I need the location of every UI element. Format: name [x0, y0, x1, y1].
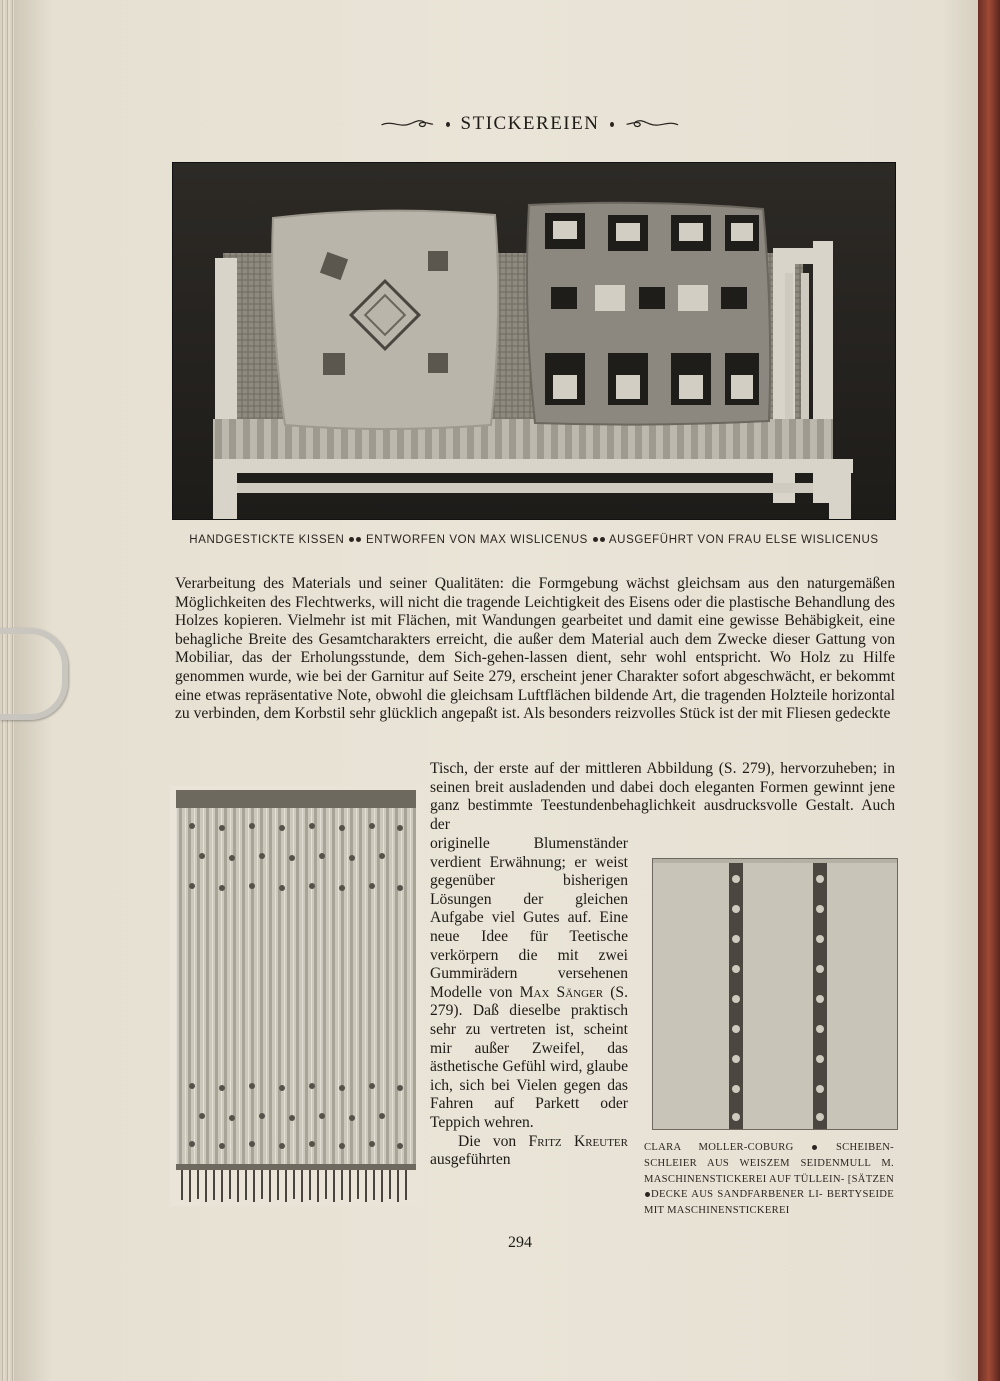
caption-line-6: DECKE AUS SANDFARBENER LI- — [651, 1189, 823, 1201]
flourish-left-ornament — [380, 115, 435, 133]
paragraph-middle: Tisch, der erste auf der mittleren Abbildung (S. 279), hervorzuheben; in seinen breit ausladenden und dabei doch eleganten Formen gewinnt jene ganz bestimmte Teestundenbehaglichkeit ausdrucksvolle Gestalt. Auch der — [430, 760, 895, 833]
name-fritz-kreuter: Fritz Kreuter — [528, 1132, 628, 1150]
flourish-right-ornament — [625, 115, 680, 133]
caption-cushions — [172, 534, 896, 546]
header-dot-icon — [446, 122, 450, 127]
caption-line-1: CLARA MOLLER-COBURG — [644, 1142, 794, 1153]
header-dot-icon — [610, 122, 614, 127]
narrow-text-column — [430, 835, 628, 1170]
column-text-c: Die von — [458, 1132, 517, 1150]
cloth-illustration — [653, 859, 897, 1129]
page-title: STICKEREIEN — [460, 113, 600, 134]
paper-clip — [0, 628, 68, 720]
separator-dot-icon — [600, 537, 605, 542]
book-binding-edge — [978, 0, 1000, 1381]
photo-fringed-curtain — [170, 786, 422, 1206]
caption-part-2: ENTWORFEN VON MAX WISLICENUS — [366, 534, 588, 546]
paragraph-full-width: Verarbeitung des Materials und seiner Qualitäten: die Formgebung wächst gleichsam aus den naturgemäßen Möglichkeiten des Flechtwerks, will nicht die tragende Leichtigkeit des Eisens oder die plastische Behandlung des Holzes kopieren. Vielmehr ist mit Flächen, mit Wandungen gearbeitet und damit eine gewisse Behäbigkeit, eine behagliche Breite des Gesamtcharakters erreicht, die außer dem Material auch dem Zwecke dieser Gattung von Mobiliar, das der Erholungsstunde, dem Sich-gehen-lassen dient, sehr wohl entspricht. Wo Holz zu Hilfe genommen wurde, wie bei der Garnitur auf Seite 279, erscheint jener Charakter sofort abgeschwächt, er bekommt eine etwas repräsentative Note, obwohl die gleichsam Luftflächen bildende Art, die tragenden Holzteile horizontal zu verbinden, dem Korbstil sehr glücklich angepaßt ist. Als besonders reizvolles Stück ist der mit Fliesen gedeckte — [175, 575, 895, 723]
caption-line-7: BERTYSEIDE MIT MASCHINENSTICKEREI — [644, 1189, 895, 1217]
caption-line-4: M. MASCHINENSTICKEREI AUF TÜLLEIN- — [644, 1157, 894, 1185]
name-max-sanger: Max Sänger — [519, 983, 604, 1001]
curtain-illustration — [170, 786, 422, 1206]
caption-line-2: SCHEIBEN- — [835, 1142, 894, 1153]
caption-line-5: [SÄTZEN — [847, 1173, 895, 1185]
photo-embroidered-cloth — [652, 858, 898, 1130]
cushions-illustration — [173, 163, 895, 519]
separator-dot-icon — [812, 1145, 817, 1150]
column-text-b: (S. 279). Daß dieselbe praktisch sehr zu vertreten ist, scheint mir außer Zweifel, das ästhetische Gefühl wird, glaube ich, sich bei Vielen gegen das Fahren auf Parkett oder Teppich wehren. — [430, 983, 628, 1131]
caption-part-3: AUSGEFÜHRT VON FRAU ELSE WISLICENUS — [608, 534, 879, 546]
column-text-a: originelle Blumenständer verdient Erwähnung; er weist gegenüber bisherigen Lösungen der gleichen Aufgabe viel Gutes auf. Eine neue Idee für Teetische verkörpern die mit zwei Gummirädern versehenen Modelle von — [430, 835, 628, 1001]
caption-clara-moller — [644, 1140, 894, 1219]
page-number: 294 — [508, 1234, 532, 1251]
column-text-d: ausgeführten — [430, 1151, 511, 1169]
separator-dot-icon — [645, 1192, 650, 1197]
page-header — [380, 110, 680, 138]
separator-dot-icon — [593, 537, 598, 542]
caption-part-1: HANDGESTICKTE KISSEN — [189, 534, 345, 546]
separator-dot-icon — [356, 537, 361, 542]
photo-cushions-on-bench — [172, 162, 896, 520]
caption-line-3: SCHLEIER AUS WEISZEM SEIDENMULL — [644, 1157, 871, 1169]
separator-dot-icon — [349, 537, 354, 542]
